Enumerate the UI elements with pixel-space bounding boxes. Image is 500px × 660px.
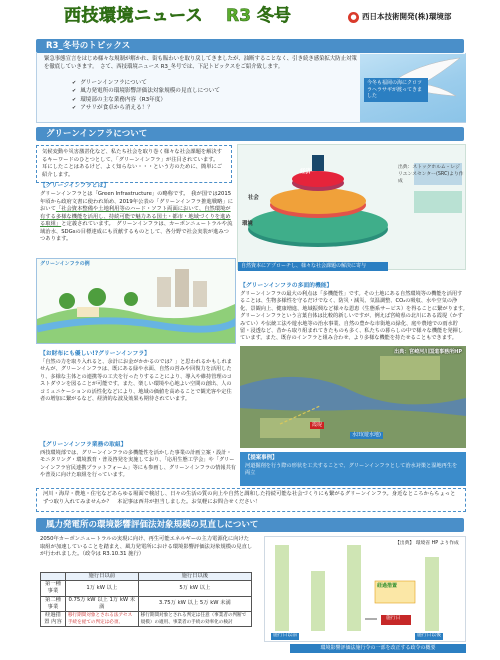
row-label: 第二種事業 (41, 596, 66, 611)
wind-threshold-table (40, 572, 252, 627)
company-logo-icon: ● (348, 12, 359, 23)
gi-what-heading: 【グリーンインフラとは】 (40, 183, 110, 189)
gi-multi-text: グリーンインフラの最大の利点は「多機能性」です。その土地にある自然環境等の機能を活用することは、生物多様性を守るだけでなく、防災・減災、気温調整、CO₂の吸収、水や空気の浄化、景観向上、健康増進、地域振興など様々な恩恵（生態系サービス）を得ることに繋がります。 グリーンインフラという言葉自体は比較的新しいですが、例えば宮崎県の北川にある霞堤（かすみてい）や伝統工法や遊水地等の治水事業、自然の豊かな市街地の緑化、庭や農地での雨水貯留・浸透など、昔から取り組まれてきたものも多く、私たちの暮らしの中で様々な機能を発揮しています。また、既存のインフラと組み合わせ、より多様な機能を持たせることもできます。 (240, 291, 471, 342)
sdg-wedding-cake-figure (237, 144, 466, 270)
river-label-paddy: 水田(遊水地) (352, 432, 381, 438)
gi-heading: グリーンインフラについて (46, 129, 148, 139)
gi-multi-heading: 【グリーンインフラの多面的機能】 (240, 283, 333, 289)
table-row (41, 612, 252, 627)
gi-what-text (40, 191, 234, 244)
sdg-diagram (238, 145, 466, 270)
topic-item: ✔ 風力発電所の環境影響評価法対象規模の見直しについて (72, 87, 312, 95)
cell-after: 5万 kW 以上 (138, 581, 251, 596)
issue-label: R3 冬号 (226, 6, 291, 26)
col-before: 施行日以前 (65, 573, 138, 581)
wind-heading-bar (36, 518, 464, 532)
proposal-box (240, 452, 466, 486)
sdg-note: 自然資本にアプローチし、様々な社会課題の解決に寄与 (238, 262, 388, 271)
table-corner (41, 573, 66, 581)
wind-scale-diagram (265, 537, 466, 642)
cell-before: 1万 kW 以上 (65, 581, 138, 596)
spoonbill-photo (360, 54, 466, 122)
wind-fig-source: 【出典】 環境省 HP より作成 (395, 541, 459, 546)
proposal-title: 【提案事例】 (245, 455, 278, 461)
wind-text: 2050年カーボンニュートラルの実現に向け、再生可能エネルギーの主力電源化に向けた取組が加速していることを踏まえ、風力発電所における環境影響評価法対象規模の見直しが行われました。（政令は R3.10.31 施行） (40, 536, 253, 558)
topic-item: ✔ グリーンインフラについて (72, 79, 312, 87)
gi-cost-heading: 【お財布にも優しい!?グリーンインフラ】 (40, 351, 150, 357)
newsletter-title: 西技環境ニュース (64, 6, 204, 26)
gi-closing-box: 河川・海岸・農地・住宅などあらゆる場面で検討し、日々の生活の質の向上や自然と調和した持続可能な社会づくりにも繋がるグリーンインフラ。身近なところからちょっとずつ取り入れてみませんか？ 本記事は西井が担当しました。お気軽にお問合せください！ (36, 488, 466, 512)
cell-before: 0.75万 kW 以上 1万 kW 未満 (65, 596, 138, 611)
river-source: 出典：宮崎河川国道事務所HP (394, 349, 462, 355)
topics-intro: 緊急事態宣言をはじめ様々な規制が解かれ、街も賑わいを取り戻してきましたが、油断することなく、引き続き感染拡大防止対策を徹底していきます。 さて、西技環境ニュース R3_冬号では、下記トピックスをご紹介致します。 (44, 56, 357, 70)
gi-work-text: 西技環境部では、グリーンインフラの多機能性を活かした事業の計画立案・設計・モニタリング・環境教育・普及啓発を実施しており、「応用生態工学会」や「グリーンインフラ官民連携プラットフォーム」等にも参画し、グリーンインフラの情報共有や普及に向けた取組を行っています。 (40, 450, 236, 479)
cell-after: 移行期間対象とされる判定は任意（事業者の判断で規模）の適用、事業者の手続の効率化の検討 (138, 612, 251, 627)
col-after: 施行日以後 (138, 573, 251, 581)
row-label: 第一種事業 (41, 581, 66, 596)
gi-diagram-label: グリーンインフラの例 (40, 261, 90, 267)
row-label: 経過措置 内容 (41, 612, 66, 627)
photo-caption: 今冬も福岡の海にクロツラヘラサギが渡ってきました (364, 78, 428, 102)
gi-what-text-1: グリーンインフラとは「Green Infrastructure」の略称です。 我が国では2015年頃から政府文書に使われ始め、2019年公表の「グリーンインフラ推進戦略」において (40, 191, 233, 213)
wind-fig-caption: 環境影響評価法施行令の一部を改正する政令の概要 (290, 644, 466, 653)
wind-scale-figure (264, 536, 466, 642)
wind-fig-after: 施行日以後 (417, 633, 441, 638)
gi-heading-bar (36, 127, 464, 141)
gi-example-diagram (36, 258, 236, 344)
wind-fig-transition: 経過措置 (377, 583, 398, 589)
river-label-kasumitei: 霞堤 (312, 422, 323, 428)
table-row (41, 581, 252, 596)
topics-heading-bar (36, 39, 464, 53)
gi-intro-box: 気候変動や災害激甚化など、私たち社会を取り巻く様々な社会課題を解決するキーワードのひとつとして、「グリーンインフラ」が注目されています。 耳にしたことはあるけど、よく知らない・・・という方のために、簡単にご紹介します。 (36, 145, 232, 183)
wind-fig-enforcement: 施行日 (386, 616, 401, 621)
cell-after: 3.75万 kW 以上 5万 kW 未満 (138, 596, 251, 611)
gi-cost-text: 「自然の力を取り入れると、余計にお金がかかるのでは？」と思われるかもしれませんが、グリーンインフラは、既にある緑や水面、自然の営みや回復力を活用したり、多様な主体との連携等の工夫を行ったりすることにより、導入や維持管理のコストダウンを図ることが可能です。また、楽しい環境や心地よい空間の創出、人のコミュニケーションの活性化などにより、地域の価値を高めることで観光客や定住者の増加に繋がるなど、経済的な波及効果も期待されています。 (40, 359, 232, 402)
cell-before: 移行期間対象とされる法アセス手続を経ての判定は必須、 (65, 612, 138, 627)
sdg-label-society: 社会 (248, 195, 259, 201)
topics-heading: R3_冬号のトピックス (46, 41, 131, 51)
gi-definition-highlight: 「社会資本整備や土地利用等のハード・ソフト両面において、自然環境が有する多様な機能を活用し、持続可能で魅力ある国土・都市・地域づくりを進める取組」 (40, 206, 231, 228)
proposal-text: 河道掘削を行う際の形状を工夫することで、グリーンインフラとして治水対策と湿地再生を両立 (245, 462, 458, 477)
gi-work-heading: 【グリーンインフラ業務の取組】 (40, 442, 127, 448)
table-header-row (41, 573, 252, 581)
sdg-label-economy: 経済 (300, 169, 311, 175)
company-name (348, 12, 451, 23)
header (30, 4, 470, 28)
company-label: 西日本技術開発(株)環境部 (362, 12, 452, 22)
sdg-source: 出典：ストックホルム・レジリエンスセンター(SRC)より作成 (398, 165, 464, 184)
gi-city-illustration (37, 259, 236, 344)
river-aerial-photo (240, 346, 466, 448)
sdg-label-environment: 環境 (242, 221, 253, 227)
topic-item: ✔ 環境部の主な業務内容（R3年度） (72, 96, 312, 104)
table-row (41, 596, 252, 611)
wind-heading: 風力発電所の環境影響評価法対象規模の見直しについて (46, 520, 259, 530)
wind-fig-before: 施行日以前 (273, 633, 297, 638)
gi-what-text-2: と定義されています。 グリーンインフラは、カーボンニュートラルや流域治水、SDGsの目標達成にも貢献するものとして、各分野で社会実装が進みつつあります。 (40, 221, 233, 243)
topic-item: ✔ アサリが食卓から消える！？ (72, 104, 312, 112)
topics-list (72, 79, 312, 113)
